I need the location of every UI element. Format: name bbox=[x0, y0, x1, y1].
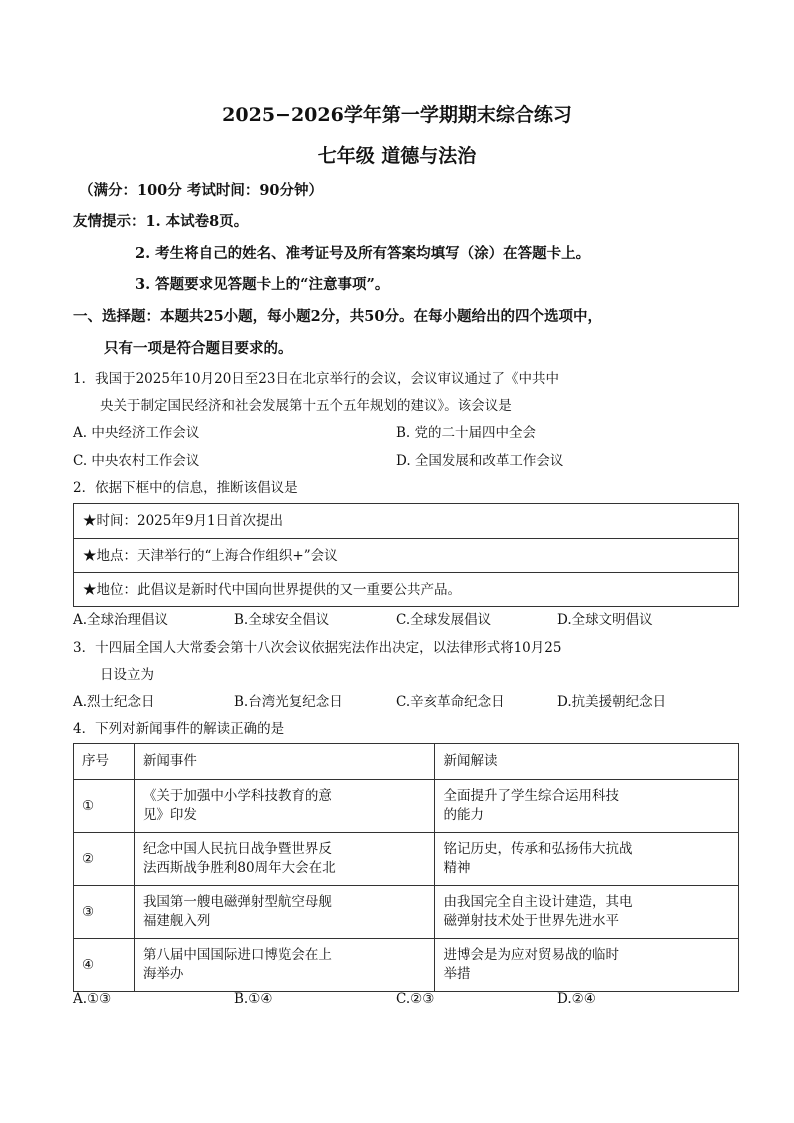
row-number: ④ bbox=[74, 939, 135, 992]
q2-option-d: D.全球文明倡议 bbox=[557, 612, 653, 628]
news-table bbox=[73, 743, 739, 992]
table-row bbox=[74, 886, 739, 939]
q4-option-d: D.②④ bbox=[557, 991, 596, 1007]
exam-title: 2025−2026学年第一学期期末综合练习 bbox=[222, 104, 572, 126]
row-reading: 全面提升了学生综合运用科技 的能力 bbox=[435, 780, 739, 833]
q3-option-a: A.烈士纪念日 bbox=[73, 694, 155, 710]
q2-stem: 2．依据下框中的信息，推断该倡议是 bbox=[73, 480, 298, 496]
q3-stem-1: 3．十四届全国人大常委会第十八次会议依据宪法作出决定，以法律形式将10月25 bbox=[73, 640, 562, 656]
q2-option-c: C.全球发展倡议 bbox=[396, 612, 492, 628]
q3-stem-2: 日设立为 bbox=[100, 667, 154, 683]
q4-option-b: B.①④ bbox=[234, 991, 273, 1007]
exam-subtitle: 七年级 道德与法治 bbox=[317, 145, 477, 167]
q4-stem: 4．下列对新闻事件的解读正确的是 bbox=[73, 721, 285, 737]
q1-option-c: C. 中央农村工作会议 bbox=[73, 453, 200, 469]
info-time: ★时间：2025年9月1日首次提出 bbox=[74, 504, 738, 539]
row-event: 纪念中国人民抗日战争暨世界反 法西斯战争胜利80周年大会在北 bbox=[134, 833, 435, 886]
tip-line-2: 2. 考生将自己的姓名、准考证号及所有答案均填写（涂）在答题卡上。 bbox=[135, 245, 591, 262]
q1-option-a: A. 中央经济工作会议 bbox=[73, 425, 200, 441]
table-row bbox=[74, 833, 739, 886]
tip-line-3: 3. 答题要求见答题卡上的“注意事项”。 bbox=[135, 276, 390, 293]
q2-info-box bbox=[73, 503, 739, 607]
q1-stem-1: 1．我国于2025年10月20日至23日在北京举行的会议，会议审议通过了《中共中 bbox=[73, 371, 559, 387]
q2-option-a: A.全球治理倡议 bbox=[73, 612, 169, 628]
section-heading-2: 只有一项是符合题目要求的。 bbox=[104, 340, 293, 357]
header-event: 新闻事件 bbox=[134, 744, 435, 780]
row-number: ① bbox=[74, 780, 135, 833]
q3-option-b: B.台湾光复纪念日 bbox=[234, 694, 343, 710]
section-heading-1: 一、选择题：本题共25小题，每小题2分，共50分。在每小题给出的四个选项中， bbox=[73, 308, 602, 325]
row-number: ③ bbox=[74, 886, 135, 939]
header-number: 序号 bbox=[74, 744, 135, 780]
q1-option-b: B. 党的二十届四中全会 bbox=[396, 425, 537, 441]
table-header-row bbox=[74, 744, 739, 780]
row-number: ② bbox=[74, 833, 135, 886]
header-reading: 新闻解读 bbox=[435, 744, 739, 780]
tip-line-1: 友情提示：1. 本试卷8页。 bbox=[73, 213, 249, 230]
row-event: 我国第一艘电磁弹射型航空母舰 福建舰入列 bbox=[134, 886, 435, 939]
q1-stem-2: 央关于制定国民经济和社会发展第十五个五年规划的建议》。该会议是 bbox=[100, 398, 512, 414]
q2-option-b: B.全球安全倡议 bbox=[234, 612, 330, 628]
q4-option-a: A.①③ bbox=[73, 991, 112, 1007]
table-row bbox=[74, 939, 739, 992]
row-reading: 进博会是为应对贸易战的临时 举措 bbox=[435, 939, 739, 992]
info-status: ★地位：此倡议是新时代中国向世界提供的又一重要公共产品。 bbox=[83, 582, 461, 598]
row-event: 第八届中国国际进口博览会在上 海举办 bbox=[134, 939, 435, 992]
score-time: （满分：100分 考试时间：90分钟） bbox=[79, 182, 323, 199]
q3-option-d: D.抗美援朝纪念日 bbox=[557, 694, 667, 710]
table-row bbox=[74, 780, 739, 833]
row-event: 《关于加强中小学科技教育的意 见》印发 bbox=[134, 780, 435, 833]
q4-option-c: C.②③ bbox=[396, 991, 435, 1007]
row-reading: 铭记历史，传承和弘扬伟大抗战 精神 bbox=[435, 833, 739, 886]
info-location: ★地点：天津举行的“上海合作组织+”会议 bbox=[74, 539, 738, 574]
q3-option-c: C.辛亥革命纪念日 bbox=[396, 694, 505, 710]
q1-option-d: D. 全国发展和改革工作会议 bbox=[396, 453, 564, 469]
row-reading: 由我国完全自主设计建造，其电 磁弹射技术处于世界先进水平 bbox=[435, 886, 739, 939]
